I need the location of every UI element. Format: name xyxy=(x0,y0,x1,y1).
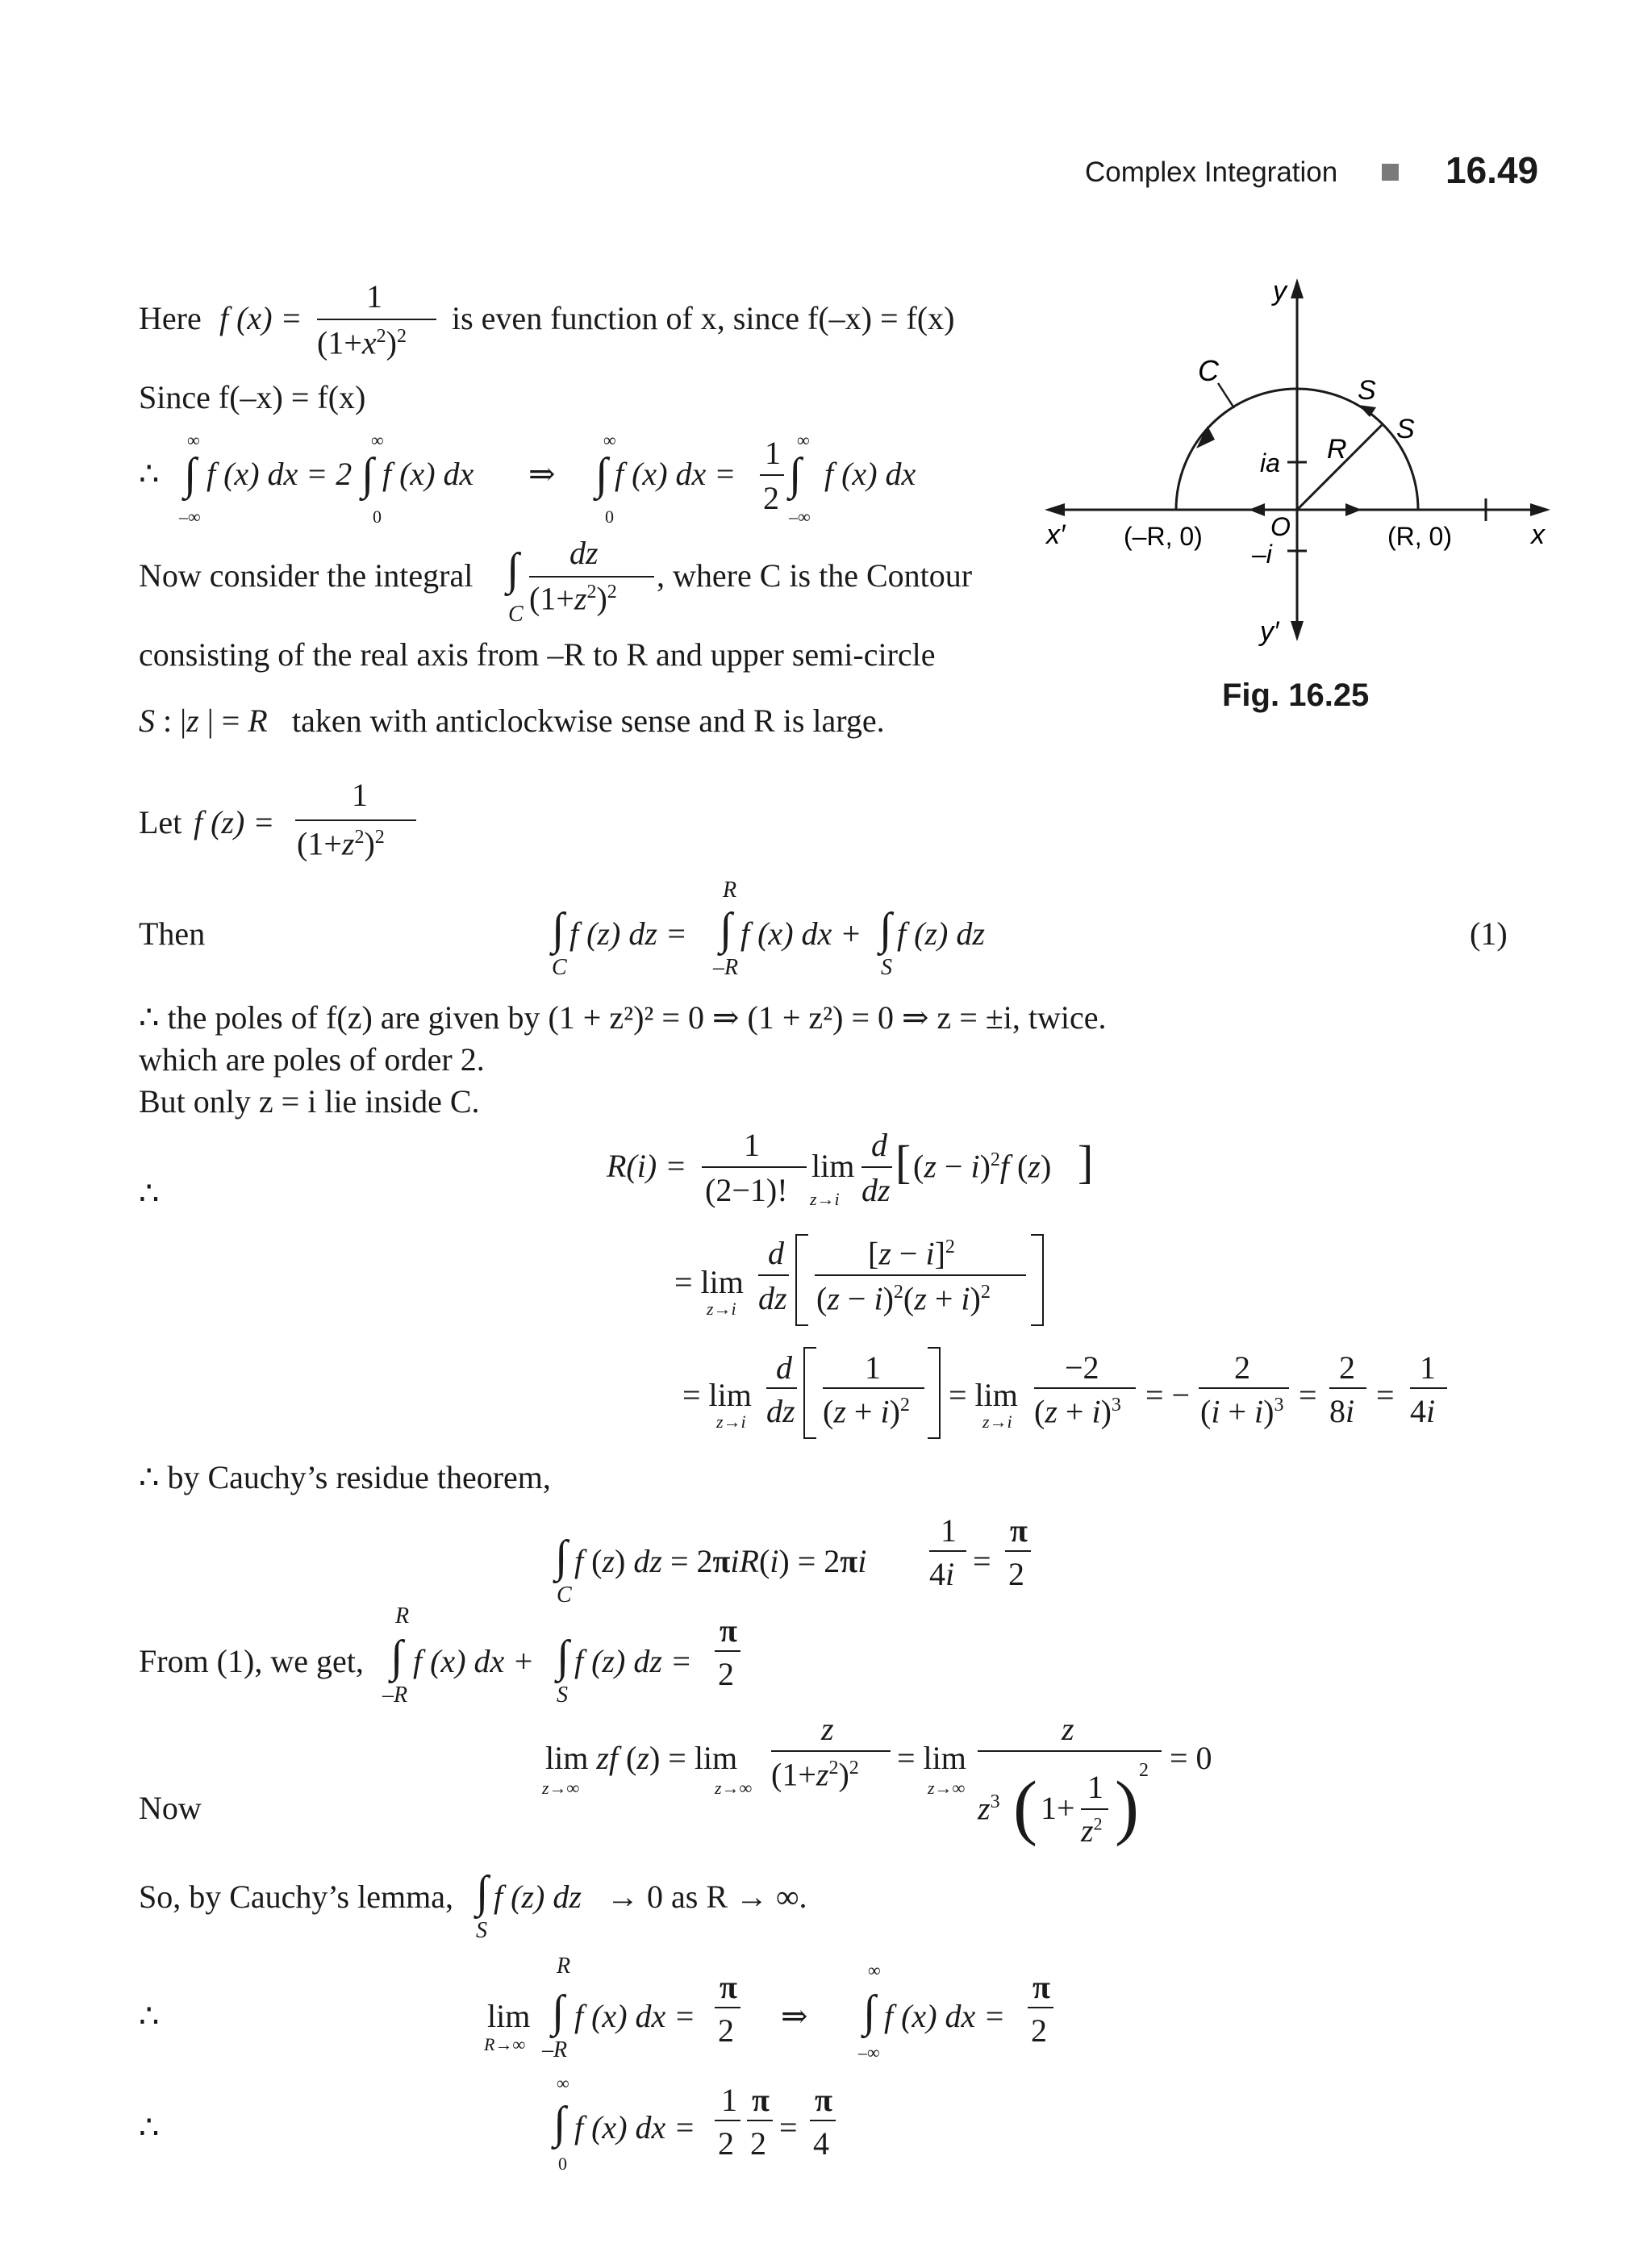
label-s-1: S xyxy=(1358,375,1376,406)
label-y-neg: y′ xyxy=(1260,616,1279,647)
text-where-contour: , where C is the Contour xyxy=(657,557,973,594)
text-since: Since f(–x) = f(x) xyxy=(139,379,366,415)
label-minus-i: –i xyxy=(1252,540,1272,569)
text-by-cauchy: ∴ by Cauchy’s residue theorem, xyxy=(139,1459,551,1495)
text-only-inside: But only z = i lie inside C. xyxy=(139,1083,480,1120)
figure-caption: Fig. 16.25 xyxy=(1222,678,1370,713)
text-let: Let xyxy=(139,804,182,840)
axis-arrow-neg-icon xyxy=(1249,503,1265,516)
text-here: Here xyxy=(139,300,202,336)
text-taken: taken with anticlockwise sense and R is large. xyxy=(292,703,885,739)
label-y: y xyxy=(1273,276,1287,306)
label-x-neg: x′ xyxy=(1046,519,1066,550)
text-from-1: From (1), we get, xyxy=(139,1643,364,1679)
expr-s-z-r: S : |z | = R xyxy=(139,703,268,739)
header-square-marker xyxy=(1382,164,1399,181)
figure-contour xyxy=(1032,266,1565,686)
label-ia: ia xyxy=(1260,448,1280,477)
text-consisting: consisting of the real axis from –R to R and upper semi-circle xyxy=(139,636,936,673)
x-axis-right-arrow-icon xyxy=(1530,503,1550,516)
running-header: Complex Integration xyxy=(1085,156,1338,188)
text-lemma: So, by Cauchy’s lemma, xyxy=(139,1879,453,1915)
text-lemma-tail: → 0 as R → ∞. xyxy=(607,1879,807,1915)
therefore-sign: ∴ xyxy=(139,1175,160,1211)
label-c-pointer xyxy=(1218,383,1234,408)
text-now: Now xyxy=(139,1790,202,1826)
y-axis-down-arrow-icon xyxy=(1291,621,1304,641)
y-axis-up-arrow-icon xyxy=(1291,278,1304,298)
label-neg-r-point: (–R, 0) xyxy=(1124,522,1203,551)
page-number: 16.49 xyxy=(1446,149,1539,191)
therefore-sign: ∴ xyxy=(139,2109,160,2145)
fraction-bar xyxy=(317,319,436,320)
equation-number-1: (1) xyxy=(1470,915,1508,952)
integral-sign: ∫ xyxy=(184,449,197,499)
text-then: Then xyxy=(139,915,206,952)
label-x: x xyxy=(1531,519,1545,550)
frac-den: $(1+x^2)^2$ xyxy=(317,324,407,361)
therefore-sign: ∴ xyxy=(139,1998,160,2034)
label-c: C xyxy=(1198,354,1219,387)
axis-arrow-pos-icon xyxy=(1345,503,1362,516)
frac-num-1: 1 xyxy=(366,278,382,315)
expr-fx: f (x) = xyxy=(219,300,302,336)
label-origin: O xyxy=(1270,512,1291,541)
label-s-2: S xyxy=(1396,414,1415,444)
x-axis-left-arrow-icon xyxy=(1045,503,1065,516)
text-even-function: is even function of x, since f(–x) = f(x) xyxy=(452,300,955,336)
text-poles: ∴ the poles of f(z) are given by (1 + z²)² = 0 ⇒ (1 + z²) = 0 ⇒ z = ±i, twice. xyxy=(139,999,1107,1036)
label-r-point: (R, 0) xyxy=(1387,522,1452,551)
text-now-consider: Now consider the integral xyxy=(139,557,473,594)
text-order: which are poles of order 2. xyxy=(139,1041,485,1078)
therefore-sign: ∴ xyxy=(139,456,160,492)
label-r: R xyxy=(1327,434,1347,465)
